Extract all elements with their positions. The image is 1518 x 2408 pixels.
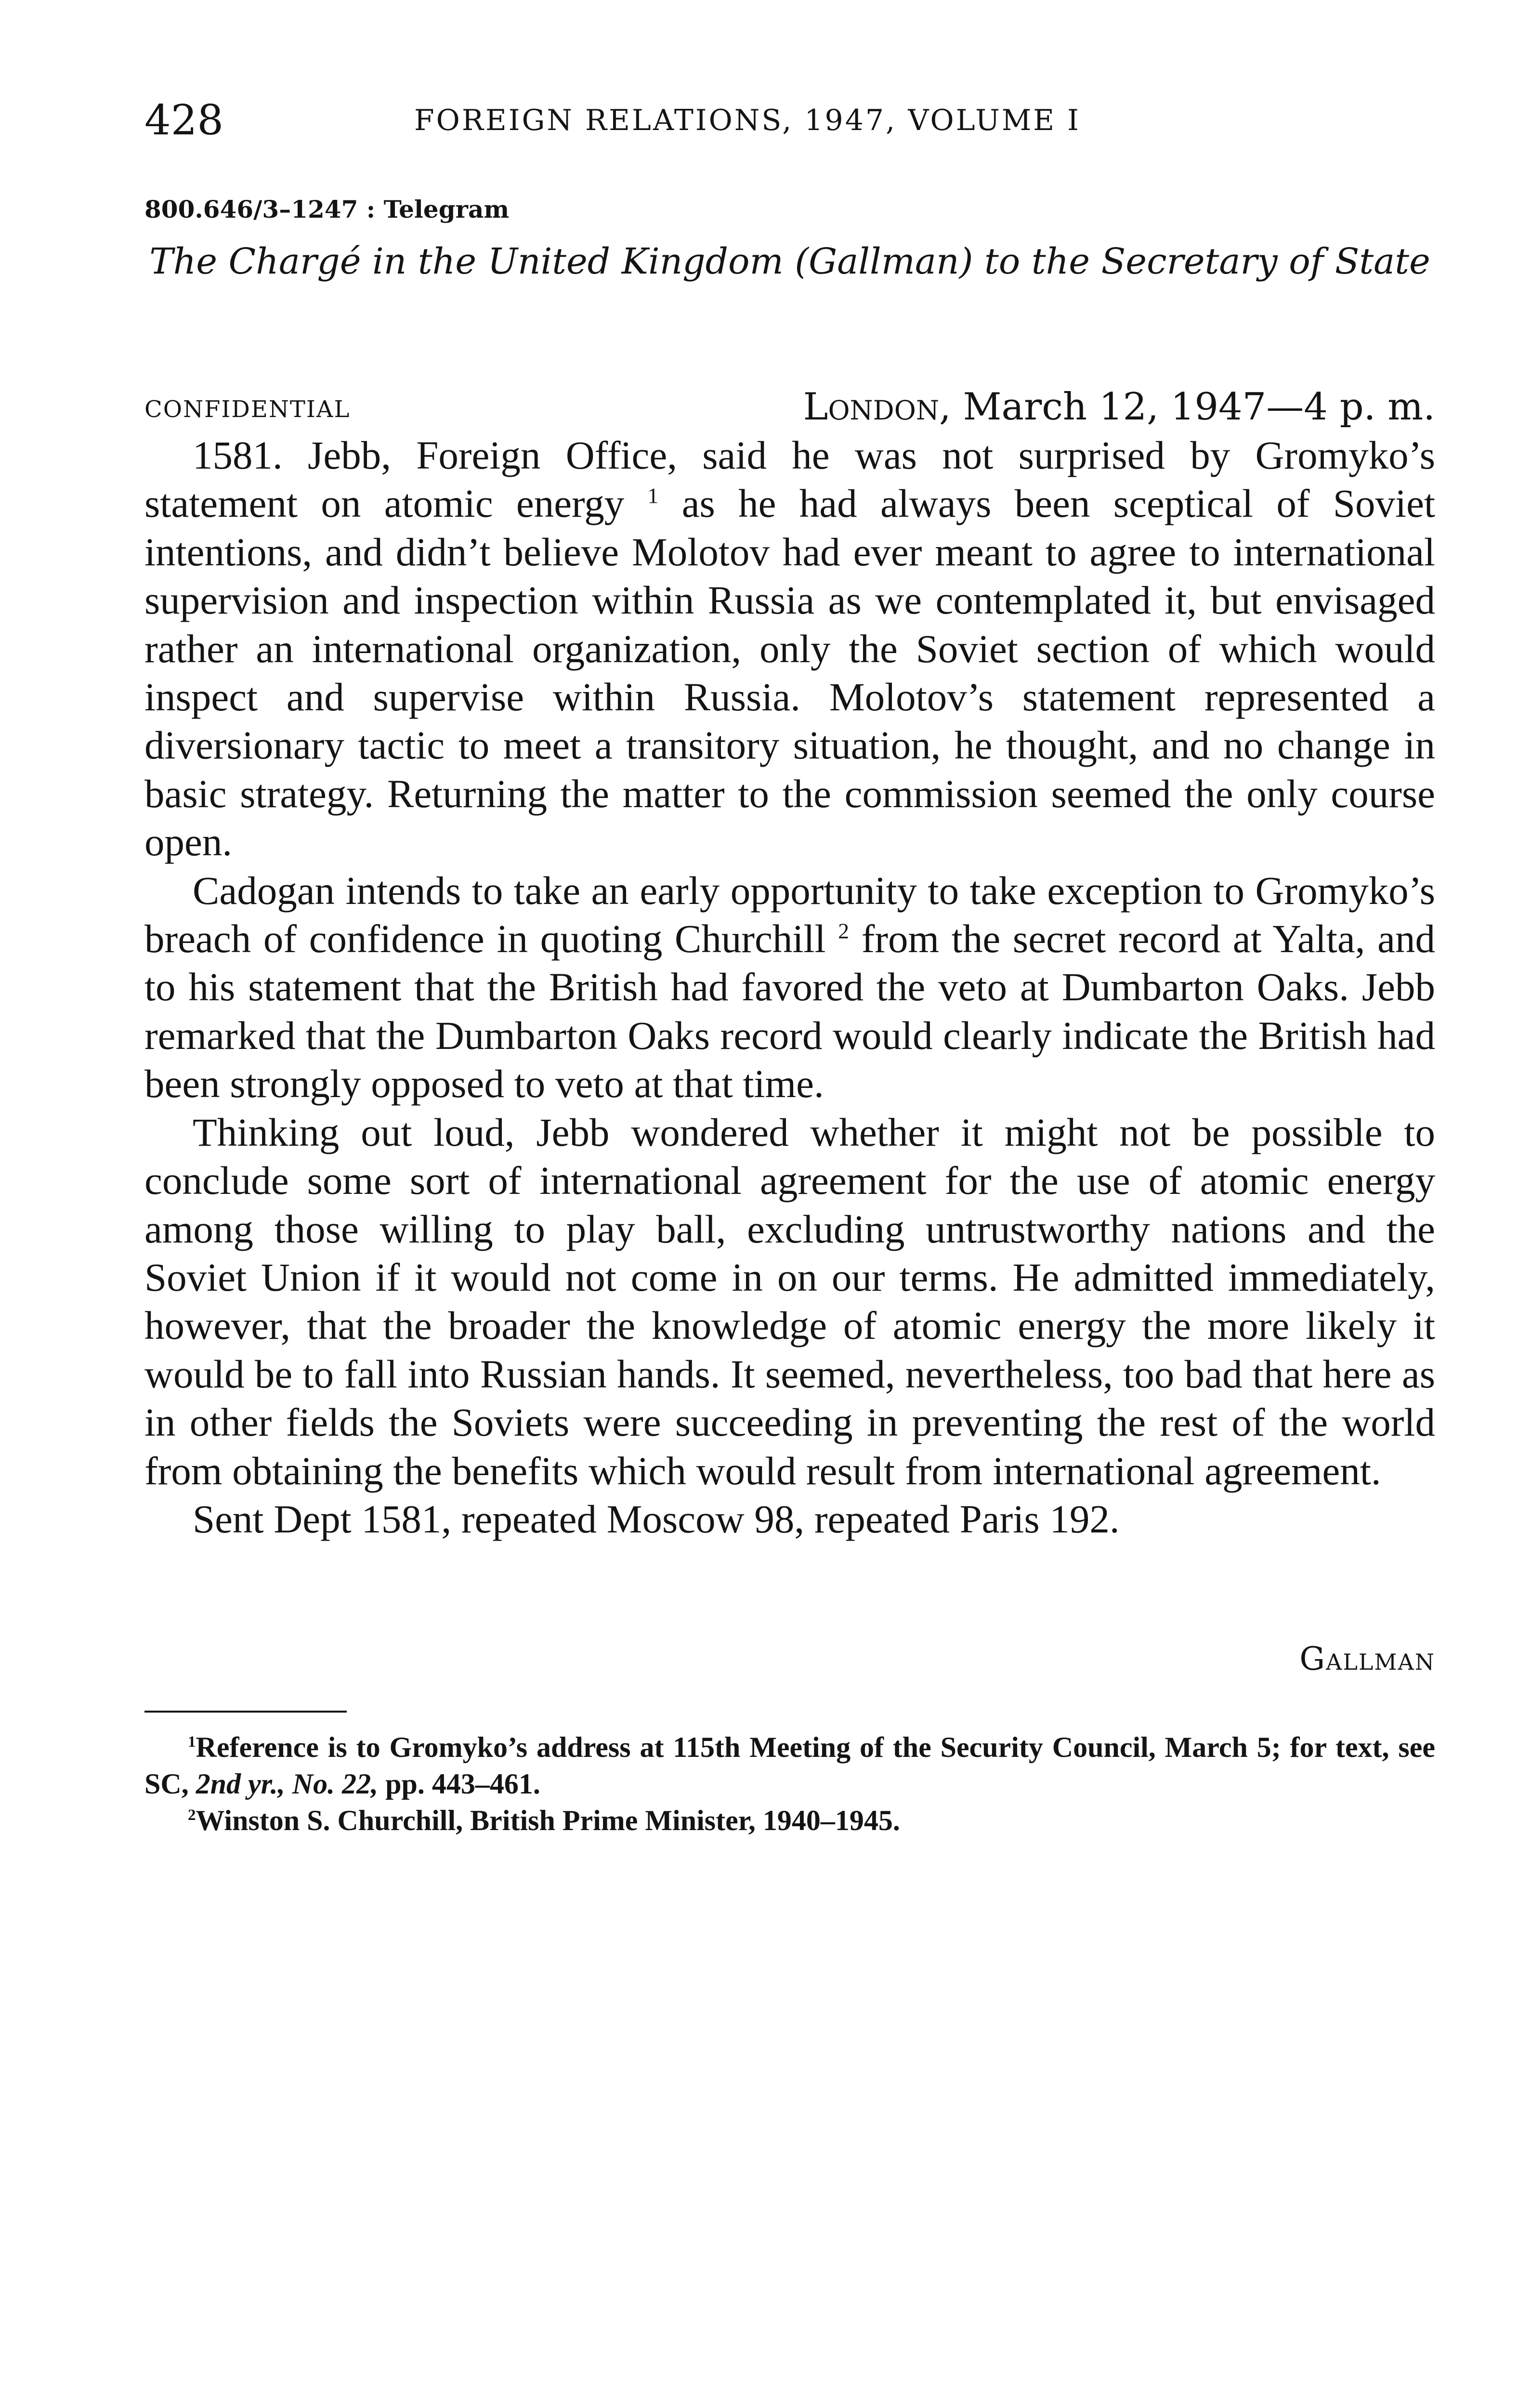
page-number: 428 — [144, 96, 224, 144]
footnote-1 — [144, 1729, 1435, 1802]
footnote-divider — [144, 1711, 347, 1713]
footnote-2-marker: 2 — [188, 1806, 196, 1824]
paragraph-1 — [144, 431, 1435, 866]
footnote-2-text: Winston S. Churchill, British Prime Minister, 1940–1945. — [196, 1805, 900, 1836]
signature: Gallman — [1299, 1640, 1435, 1677]
paragraph-1-text-b: as he had always been sceptical of Soviet intentions, and didn’t believe Molotov had ever meant to agree to international supervision and inspection within Russia as we contemplated it, but envisaged rather an international organization, only the Soviet section of which would inspect and supervise within Russia. Molotov’s statement represented a diversionary tactic to meet a transitory situation, he thought, and no change in basic strategy. Returning the matter to the commission seemed the only course open. — [144, 481, 1436, 864]
place: London, — [803, 385, 951, 429]
document-title: The Chargé in the United Kingdom (Gallman) to the Secretary of State — [149, 241, 1430, 282]
footnote-1-citation: 2nd yr., No. 22, — [196, 1768, 379, 1800]
dateline — [144, 380, 1435, 433]
footnote-1-text-b: pp. 443–461. — [385, 1768, 540, 1800]
paragraph-2-text-a: Cadogan intends to take an early opportunity to take exception to Gromyko’s breach of confidence in quoting Churchill — [144, 868, 1435, 961]
footnote-ref-2: 2 — [838, 918, 850, 943]
classification-label: CONFIDENTIAL — [144, 396, 351, 423]
running-head — [144, 92, 1435, 149]
document-file-id: 800.646/3–1247 : Telegram — [144, 195, 510, 223]
telegram-body — [144, 431, 1435, 1543]
footnote-ref-1: 1 — [647, 483, 659, 508]
footnotes — [144, 1729, 1435, 1839]
date: March 12, 1947—4 p. m. — [963, 385, 1435, 429]
footnote-2 — [144, 1802, 1435, 1839]
footnote-1-marker: 1 — [188, 1733, 196, 1751]
running-head-title: FOREIGN RELATIONS, 1947, VOLUME I — [414, 104, 1081, 137]
paragraph-3: Thinking out loud, Jebb wondered whether it might not be possible to conclude some sort of international agreement for the use of atomic energy among those willing to play ball, excluding untrustworthy nations and the Soviet Union if it would not come in on our terms. He admitted immediately, however, that the broader the knowledge of atomic energy the more likely it would be to fall into Russian hands. It seemed, nevertheless, too bad that here as in other fields the Soviets were succeeding in preventing the rest of the world from obtaining the benefits which would result from international agreement. — [144, 1110, 1435, 1493]
paragraph-2 — [144, 866, 1435, 1108]
paragraph-2-text-b: from the secret record at Yalta, and to his statement that the British had favored the veto at Dumbarton Oaks. Jebb remarked that the Dumbarton Oaks record would clearly indicate the British had been strongly opposed to veto at that time. — [144, 916, 1436, 1106]
footnote-1-text-a: Reference is to Gromyko’s address at 115th Meeting of the Security Council, March 5; for text, see SC, — [144, 1731, 1435, 1800]
place-and-date — [803, 380, 1435, 433]
paragraph-4: Sent Dept 1581, repeated Moscow 98, repeated Paris 192. — [193, 1496, 1120, 1541]
document-page — [144, 0, 1435, 2408]
paragraph-1-text-a: 1581. Jebb, Foreign Office, said he was not surprised by Gromyko’s statement on atomic energy — [144, 433, 1435, 526]
